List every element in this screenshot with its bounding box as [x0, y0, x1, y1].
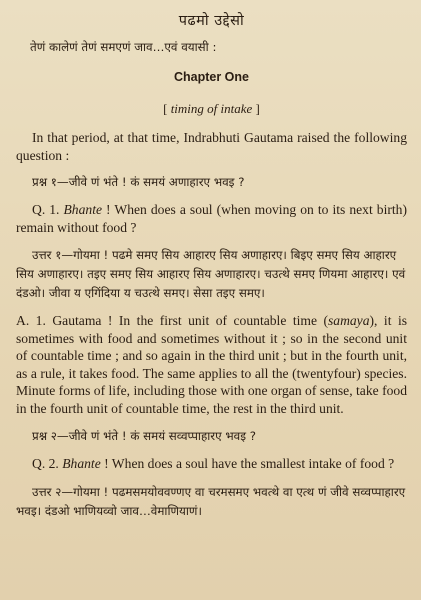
question-1-bhante: Bhante [63, 202, 103, 217]
subtitle-text: timing of intake [170, 101, 253, 116]
chapter-subtitle [16, 101, 407, 117]
question-1-label: Q. 1. [32, 202, 60, 217]
intro-prakrit-line: तेणं कालेणं तेणं समएणं जाव…एवं वयासी : [30, 40, 217, 54]
question-2-bhante: Bhante [62, 456, 101, 471]
question-1-prakrit: प्रश्न १—जीवे णं भंते ! कं समयं अणाहारए भवइ ? [32, 175, 245, 189]
intro-english: In that period, at that time, Indrabhuti Gautama raised the following question : [16, 130, 407, 163]
answer-2-prakrit: उत्तर २—गोयमा ! पढमसमयोववण्णए वा चरमसमए भवत्थे वा एत्थ णं जीवे सव्वप्पाहारए भवइ। दंडओ भाणियव्वो जाव…वेमाणियाणं। [16, 484, 406, 518]
question-2-text: ! When does a soul have the smallest intake of food ? [100, 456, 395, 471]
question-1-text: ! When does a soul (when moving on to its next birth) remain without food ? [16, 202, 407, 235]
question-2-label: Q. 2. [32, 456, 59, 471]
question-1-english [16, 201, 407, 236]
answer-1-text-part2: ), it is sometimes with food and sometimes without it ; so in the second unit of countable time ; and so again in the third unit ; but in the fourth unit, as a rule, it takes food. The same applies to all the (twentyfour) species. Minute forms of life, including those with one organ of sense, take food in the fourth unit of countable time, the rest in the third unit. [16, 313, 408, 416]
answer-1-prakrit: उत्तर १—गोयमा ! पढमे समए सिय आहारए सिय अणाहारए। बिइए समए सिय आहारए सिय अणाहारए। तइए समए सिय आहारए सिय अणाहारए। चउत्थे समए णियमा आहारए। एवं दंडओ। जीवा य एगिंदिया य चउत्थे समए। सेसा तइए समए। [16, 248, 406, 300]
chapter-title: Chapter One [173, 70, 249, 84]
question-2-prakrit: प्रश्न २—जीवे णं भंते ! कं समयं सव्वप्पाहारए भवइ ? [32, 429, 257, 443]
subtitle-open-bracket: [ [163, 101, 171, 116]
answer-1-english [16, 312, 407, 417]
answer-1-samaya: samaya [327, 313, 370, 328]
question-2-english [16, 455, 407, 473]
subtitle-close-bracket: ] [252, 101, 260, 116]
section-heading: पढमो उद्देसो [178, 13, 245, 29]
answer-1-label: A. 1. [16, 313, 46, 328]
answer-1-text-part1: Gautama ! In the first unit of countable time ( [45, 313, 328, 328]
